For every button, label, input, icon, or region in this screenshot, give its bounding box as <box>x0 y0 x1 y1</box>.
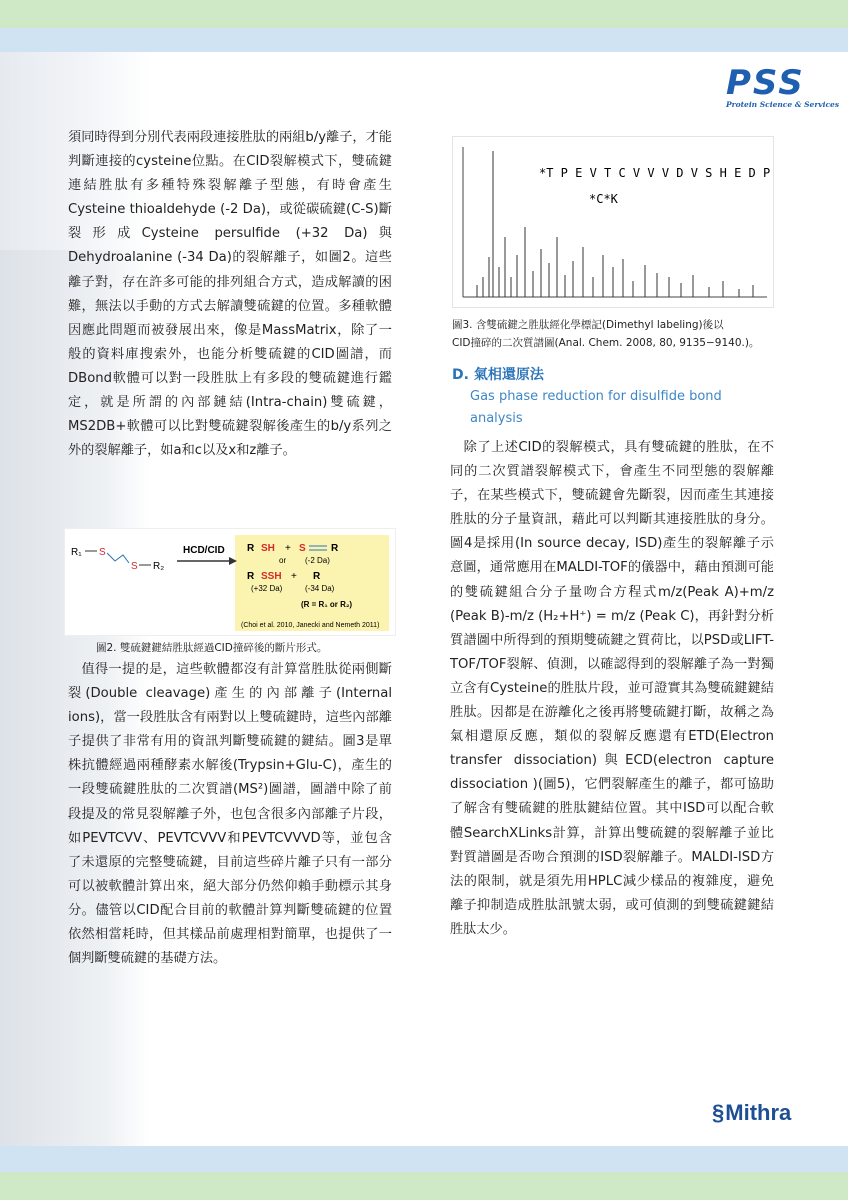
left-column-text-2 <box>68 658 392 971</box>
fig2-r1: R₁ <box>71 547 82 558</box>
fig2-disulfide <box>107 553 129 563</box>
fig2-arrow-label: HCD/CID <box>183 545 225 556</box>
fig2-or: or <box>279 556 287 565</box>
fig2-minus34: (-34 Da) <box>305 584 335 593</box>
figure-2-highlight <box>235 535 389 631</box>
fig2-r-b: R <box>331 543 339 554</box>
fig2-plus: + <box>285 543 291 554</box>
pss-logo <box>726 63 840 118</box>
fig2-s-eq: S <box>299 543 306 554</box>
top-blue-band <box>0 28 848 52</box>
figure-2-caption: 圖2. 雙硫鍵鍵結胜肽經過CID撞碎後的斷片形式。 <box>96 642 328 654</box>
logo-tagline: Protein Science & Services <box>726 100 840 109</box>
mithra-mark-icon: § <box>712 1100 725 1125</box>
fig2-r2: R₂ <box>153 561 165 572</box>
bottom-blue-band <box>0 1146 848 1172</box>
paragraph-right: 除了上述CID的裂解模式，具有雙硫鍵的胜肽，在不同的二次質譜裂解模式下，會產生不同型態的裂解離子，在某些模式下，雙硫鍵會先斷裂，因而產生其連接胜肽的分子量資訊，藉此可以判斷其連接胜肽的身分。圖4是採用(In source decay, ISD)產生的裂解離子示意圖，通常應用在MALDI-TOF的儀器中，藉由預測可能的雙硫鍵組合分子量吻合方程式m/z(Peak A)+m/z (Peak B)-m/z (H₂+H⁺) = m/z (Peak C)，再針對分析質譜圖中所得到的預期雙硫鍵之質荷比，以PSD或LIFT-TOF/TOF裂解、偵測，以確認得到的裂解離子為一對獨立含有Cysteine的胜肽片段，並可證實其為雙硫鍵鍵結胜肽。因都是在游離化之後再將雙硫鍵打斷，故稱之為氣相還原反應，類似的裂解反應還有ETD(Electron transfer dissociation)與ECD(electron capture dissociation )(圖5)，它們裂解產生的離子，都可協助了解含有雙硫鍵的胜肽鍵結位置。其中ISD可以配合軟體SearchXLinks計算，計算出雙硫鍵的裂解離子並比對質譜圖是否吻合預測的ISD裂解離子。MALDI-ISD方法的限制，就是須先用HPLC減少樣品的複雜度，避免離子抑制造成胜肽訊號太弱，或可偵測的到雙硫鍵鍵結胜肽太少。 <box>450 440 774 937</box>
fig2-citation: (Choi et al. 2010, Janecki and Nemeth 2011) <box>241 622 380 629</box>
bottom-green-band <box>0 1172 848 1200</box>
fig2-r-a: R <box>247 543 255 554</box>
mithra-brand: Mithra <box>725 1100 792 1125</box>
paragraph-1: 須同時得到分別代表兩段連接胜肽的兩組b/y離子，才能判斷連接的cysteine位點。在CID裂解模式下，雙硫鍵連結胜肽有多種特殊裂解離子型態，有時會產生Cysteine thioaldehyde (-2 Da)，或從碳硫鍵(C-S)斷裂形成Cysteine persulfide (+32 Da)與Dehydroalanine (-34 Da)的裂解離子，如圖2。這些離子對，存在許多可能的排列組合方式，造成解讀的困難，無法以手動的方式去解讀雙硫鍵的位置。多種軟體因應此問題而被發展出來，像是MassMatrix，除了一般的資料庫搜索外，也能分析雙硫鍵的CID圖譜，而DBond軟體可以對一段胜肽上有多段的雙硫鍵進行鑑定，就是所謂的內部鏈結(Intra-chain)雙硫鍵，MS2DB+軟體可以比對雙硫鍵裂解後產生的b/y系列之外的裂解離子，如a和c以及x和z離子。 <box>68 130 392 459</box>
fig2-r-c: R <box>247 571 255 582</box>
figure-3-caption <box>452 316 778 352</box>
right-column-text <box>450 436 774 942</box>
fig2-minus2: (-2 Da) <box>305 556 330 565</box>
paragraph-2: 值得一提的是，這些軟體都沒有計算當胜肽從兩側斷裂(Double cleavage)產生的內部離子(Internal ions)，當一段胜肽含有兩對以上雙硫鍵時，這些內部離子提供了非常有用的資訊判斷雙硫鍵的鍵結。圖3是單株抗體經過兩種酵素水解後(Trypsin+Glu-C)，產生的一段雙硫鍵胜肽的二次質譜(MS²)圖譜，圖譜中除了前段提及的常見裂解離子外，也包含很多內部離子片段，如PEVTCVV、PEVTCVVV和PEVTCVVVD等，並包含了未還原的完整雙硫鍵，目前這些碎片離子只有一部分可以被軟體計算出來，絕大部分仍然仰賴手動標示其身分。儘管以CID配合目前的軟體計算判斷雙硫鍵的位置依然相當耗時，但其樣品前處理相對簡單，也提供了一個判斷雙硫鍵的基礎方法。 <box>68 662 392 967</box>
figure-2 <box>64 528 396 636</box>
section-d-subtitle: Gas phase reduction for disulfide bond analysis <box>470 389 722 426</box>
mithra-logo <box>712 1100 791 1126</box>
figure-2-diagram <box>65 529 395 635</box>
fig2-sh: SH <box>261 543 275 554</box>
logo-letters: PSS <box>726 63 805 103</box>
fig3-sequence: *T P E V T C V V V D V S H E D P E <box>539 166 773 180</box>
figure-3-spectrum <box>453 137 773 307</box>
fig3-sequence-2: *C*K <box>589 192 618 206</box>
fig2-rdef: (R = R₁ or R₂) <box>301 600 353 609</box>
fig2-r-d: R <box>313 571 321 582</box>
fig2-s1: S <box>99 547 106 558</box>
figure-3-caption-line1: 圖3. 含雙硫鍵之胜肽經化學標記(Dimethyl labeling)後以 <box>452 319 724 331</box>
top-green-band <box>0 0 848 28</box>
fig2-plus32: (+32 Da) <box>251 584 283 593</box>
figure-3-caption-line2: CID撞碎的二次質譜圖(Anal. Chem. 2008, 80, 9135−9140.)。 <box>452 337 760 349</box>
section-d-title: D. 氣相還原法 <box>452 367 544 383</box>
fig2-s2: S <box>131 561 138 572</box>
fig2-ssh: SSH <box>261 571 282 582</box>
figure-3 <box>452 136 774 308</box>
left-column-text <box>68 126 392 463</box>
fig2-plus-b: + <box>291 571 297 582</box>
